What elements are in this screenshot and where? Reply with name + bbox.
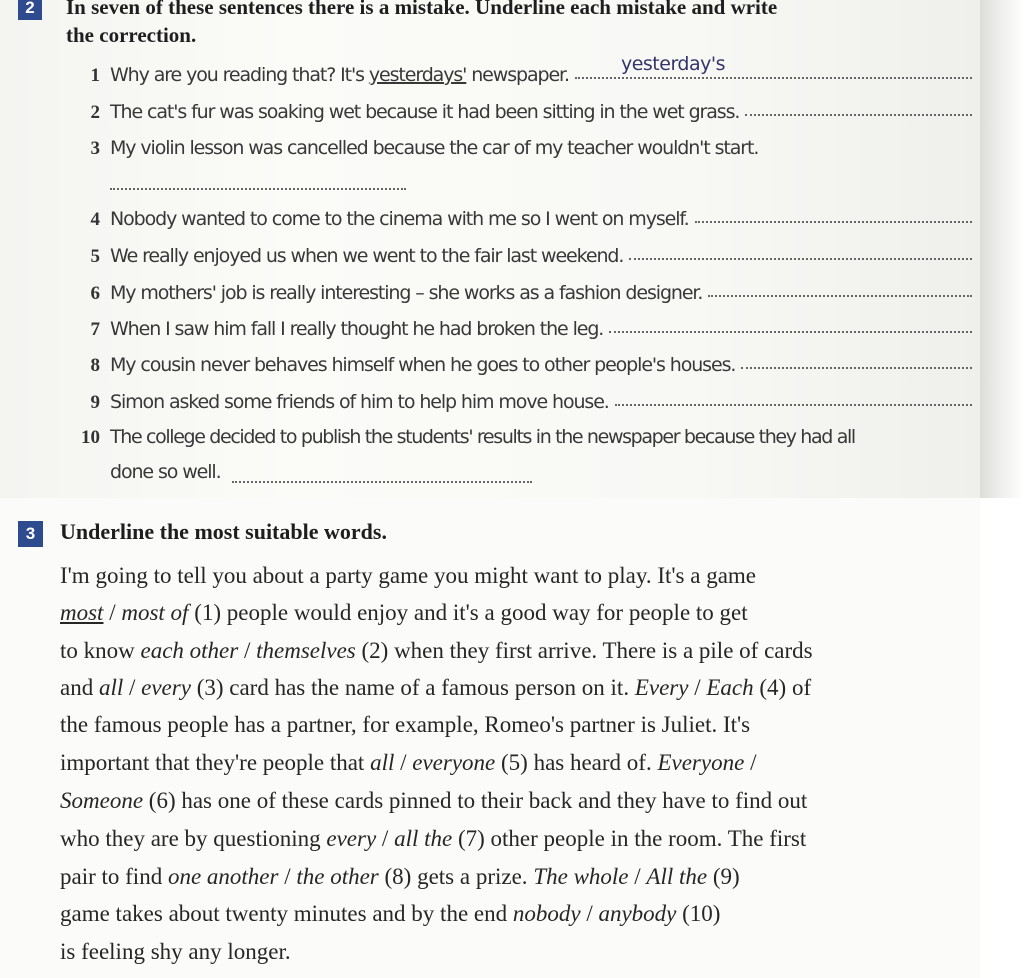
answer-line[interactable] — [741, 366, 972, 369]
passage-text: (4) of — [753, 675, 812, 700]
exercise-2-instruction-line-1: In seven of these sentences there is a mistake. Underline each mistake and write — [66, 0, 778, 19]
passage-text: the famous people has a partner, for example, Romeo's partner is Juliet. It's — [60, 712, 751, 737]
word-option[interactable]: anybody — [598, 901, 677, 926]
exercise-2-item-9 — [60, 391, 972, 414]
item-number: 1 — [90, 65, 100, 86]
answer-line[interactable] — [110, 187, 406, 190]
answer-line[interactable] — [615, 403, 972, 406]
word-option[interactable]: Someone — [60, 788, 144, 813]
word-option[interactable]: the other — [296, 864, 379, 889]
passage-text: is feeling shy any longer. — [60, 939, 291, 964]
item-text: The college decided to publish the students' results in the newspaper because they had all — [110, 426, 855, 448]
passage-text: who they are by questioning — [60, 826, 327, 851]
passage-line — [60, 864, 740, 890]
passage-text: / — [688, 675, 707, 700]
underlined-word-option[interactable]: most — [60, 600, 104, 625]
passage-text: and — [60, 675, 99, 700]
exercise-2-item-10 — [60, 426, 972, 449]
exercise-2-item-3 — [60, 137, 972, 160]
exercise-3-number: 3 — [25, 524, 36, 543]
exercise-2-item-7 — [60, 318, 972, 341]
exercise-2-item-1 — [60, 53, 972, 87]
passage-text: (9) — [707, 864, 740, 889]
word-option[interactable]: Everyone — [657, 750, 745, 775]
word-option[interactable]: every — [326, 826, 377, 851]
passage-line — [60, 788, 807, 814]
word-option[interactable]: every — [141, 675, 191, 700]
passage-text: / — [123, 675, 142, 700]
answer-line[interactable] — [629, 257, 972, 260]
passage-text: pair to find — [60, 864, 168, 889]
answer-line[interactable] — [232, 480, 532, 483]
answer-line[interactable] — [708, 294, 972, 297]
word-option[interactable]: everyone — [412, 750, 496, 775]
passage-text: / — [394, 750, 413, 775]
exercise-2-item-8 — [60, 354, 972, 377]
item-number: 7 — [90, 319, 100, 340]
item-text: Nobody wanted to come to the cinema with me so I went on myself. — [110, 208, 689, 230]
word-option[interactable]: most of — [121, 600, 189, 625]
passage-text: I'm going to tell you about a party game you might want to play. It's a game — [60, 563, 757, 588]
answer-line[interactable] — [575, 53, 972, 79]
exercise-2-item-5 — [60, 245, 972, 268]
passage-line — [60, 901, 720, 927]
item-text — [110, 64, 569, 86]
item-text: The cat's fur was soaking wet because it had been sitting in the wet grass. — [110, 101, 740, 123]
word-option[interactable]: all — [98, 675, 124, 700]
exercise-2-number-badge — [18, 0, 42, 20]
passage-text: / — [278, 864, 297, 889]
exercise-3-instruction: Underline the most suitable words. — [60, 519, 387, 544]
item-number: 3 — [90, 138, 100, 159]
passage-line — [60, 600, 748, 626]
word-option[interactable]: nobody — [512, 901, 581, 926]
answer-line[interactable] — [745, 113, 972, 116]
exercise-2-instruction — [66, 0, 777, 48]
word-option[interactable]: one another — [167, 864, 279, 889]
word-option[interactable]: Every — [634, 675, 689, 700]
passage-text: (6) has one of these cards pinned to their back and they have to find out — [143, 788, 808, 813]
passage-line — [60, 712, 750, 738]
item-number: 10 — [81, 427, 100, 448]
item-text: We really enjoyed us when we went to the fair last weekend. — [110, 245, 624, 267]
passage-text: / — [103, 600, 122, 625]
answer-line[interactable] — [695, 220, 972, 223]
item-number: 2 — [90, 102, 100, 123]
passage-text: (5) has heard of. — [495, 750, 658, 775]
word-option[interactable]: themselves — [256, 638, 356, 663]
passage-text: / — [376, 826, 395, 851]
passage-line — [60, 675, 811, 701]
item-text-before: Why are you reading that? It's — [110, 64, 369, 86]
passage-text: (3) card has the name of a famous person on it. — [190, 675, 635, 700]
item-text: My mothers' job is really interesting – she works as a fashion designer. — [110, 282, 703, 304]
passage-text: to know — [60, 638, 141, 663]
word-option[interactable]: all the — [394, 826, 453, 851]
answer-line[interactable] — [609, 330, 972, 333]
book-page-edge — [980, 0, 1024, 498]
item-number: 4 — [90, 209, 100, 230]
passage-text: / — [580, 901, 599, 926]
item-text: My cousin never behaves himself when he goes to other people's houses. — [110, 354, 736, 376]
item-number: 8 — [90, 355, 100, 376]
passage-text: (1) people would enjoy and it's a good way for people to get — [188, 600, 748, 625]
underlined-mistake: yesterdays' — [368, 64, 467, 86]
exercise-3-number-badge — [18, 521, 43, 547]
item-number: 5 — [90, 246, 100, 267]
exercise-2-item-2 — [60, 101, 972, 124]
handwritten-answer: yesterday's — [620, 53, 725, 75]
passage-line — [60, 750, 756, 776]
item-text: My violin lesson was cancelled because the car of my teacher wouldn't start. — [110, 137, 759, 159]
passage-text: (8) gets a prize. — [378, 864, 534, 889]
passage-text: (10) — [676, 901, 721, 926]
exercise-2-number: 2 — [25, 0, 35, 17]
item-10-text-continued: done so well. — [110, 461, 221, 483]
word-option[interactable]: all — [370, 750, 395, 775]
word-option[interactable]: Each — [706, 675, 754, 700]
passage-text: game takes about twenty minutes and by the end — [60, 901, 513, 926]
item-number: 6 — [90, 283, 100, 304]
passage-text: (2) when they first arrive. There is a pile of cards — [355, 638, 813, 663]
word-option[interactable]: The whole — [533, 864, 629, 889]
item-number: 9 — [90, 392, 100, 413]
passage-text: (7) other people in the room. The first — [452, 826, 807, 851]
passage-text: / — [744, 750, 757, 775]
passage-text: / — [238, 638, 257, 663]
passage-text: important that they're people that — [60, 750, 371, 775]
item-text-after: newspaper. — [466, 64, 569, 86]
exercise-2-item-6 — [60, 282, 972, 305]
passage-line — [60, 563, 756, 589]
passage-line — [60, 939, 291, 965]
passage-line — [60, 826, 806, 852]
passage-text: / — [628, 864, 647, 889]
passage-line — [60, 638, 813, 664]
exercise-2-item-4 — [60, 208, 972, 231]
exercise-2-instruction-line-2: the correction. — [66, 23, 197, 47]
word-option[interactable]: All the — [646, 864, 708, 889]
item-text: When I saw him fall I really thought he had broken the leg. — [110, 318, 604, 340]
word-option[interactable]: each other — [140, 638, 239, 663]
item-text: Simon asked some friends of him to help him move house. — [110, 391, 609, 413]
